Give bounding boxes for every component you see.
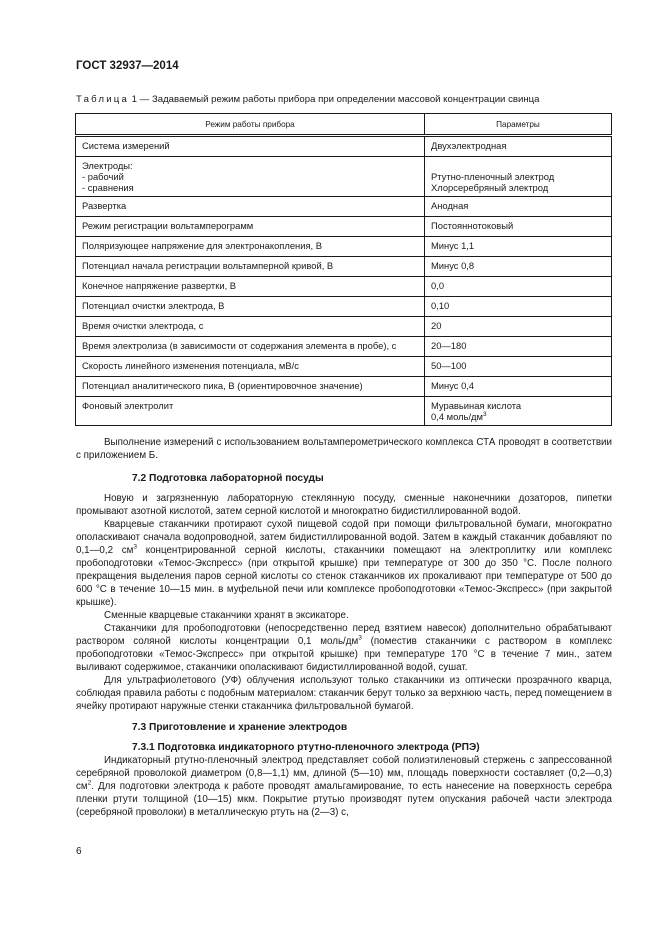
table-row xyxy=(76,257,612,277)
table-header-row xyxy=(76,114,612,136)
text: (поместив стаканчики с раствором в комплекс пробоподготовки «Темос-Экспресс» при открытой крышке) при температуре 170 °С в течение 7 мин., затем выливают содержимое, стаканчики ополаскивают бидистиллированной водой, сушат. xyxy=(76,636,613,673)
param-cell: 0,0 xyxy=(425,277,612,297)
mode-cell xyxy=(76,157,425,197)
table-caption-label: Таблица xyxy=(76,94,130,105)
param-unit: 0,4 моль/дм xyxy=(431,411,483,422)
paragraph xyxy=(76,622,612,674)
param-cell xyxy=(425,397,612,426)
superscript: 3 xyxy=(358,634,362,642)
text: концентрированной серной кислоты, стаканчики помещают на электроплитку или комплекс пробоподготовки «Темос-Экспресс» (при открытой крышке) при температуре от 300 до 350 °С. После полного прекращения выделения паров серной кислоты со стенок стаканчиков их прокаливают при температуре от 500 до 600 °С в течение 10—15 мин. в муфельной печи или комплексе пробоподготовки «Темос-Экспресс» (при закрытой крышке). xyxy=(76,545,612,608)
mode-cell: Режим регистрации вольтамперограмм xyxy=(76,217,425,237)
paragraph: Выполнение измерений с использованием вольтамперометрического комплекса СТА проводят в соответствии с приложением Б. xyxy=(76,437,612,461)
section-heading-7-3: 7.3 Приготовление и хранение электродов xyxy=(132,722,348,733)
section-heading-7-2: 7.2 Подготовка лабораторной посуды xyxy=(132,473,324,484)
param-line: Хлорсеребряный электрод xyxy=(431,182,549,193)
mode-cell: Развертка xyxy=(76,197,425,217)
mode-line: Электроды: xyxy=(82,160,133,171)
table-row xyxy=(76,237,612,257)
table-row xyxy=(76,297,612,317)
paragraph xyxy=(76,754,612,819)
paragraph: Новую и загрязненную лабораторную стеклянную посуду, сменные наконечники дозаторов, пипетки промывают азотной кислотой, затем серной кислотой и многократно бидистиллированной водой. xyxy=(76,493,612,517)
text: Индикаторный ртутно-пленочный электрод представляет собой полиэтиленовый стержень с запрессованной серебряной проволокой диаметром (0,8—1,1) мм, длиной (5—10) мм, площадь поверхности составляет (0,2—0,3) см xyxy=(76,755,612,792)
superscript: 3 xyxy=(133,543,137,551)
table-row xyxy=(76,136,612,157)
column-header-mode: Режим работы прибора xyxy=(76,114,425,136)
paragraph: Для ультрафиолетового (УФ) облучения используют только стаканчики из оптически прозрачного кварца, соблюдая правила работы с подобным материалом: стаканчик берут только за верхнюю часть, перед помещением в ячейку протирают наружные стенки стаканчика фильтровальной бумагой. xyxy=(76,675,612,712)
table-row xyxy=(76,357,612,377)
mode-cell: Система измерений xyxy=(76,136,425,157)
table-row xyxy=(76,157,612,197)
mode-cell: Время очистки электрода, с xyxy=(76,317,425,337)
param-cell: Минус 0,4 xyxy=(425,377,612,397)
table-row xyxy=(76,377,612,397)
param-cell: 20 xyxy=(425,317,612,337)
table-caption xyxy=(76,94,539,105)
paragraph xyxy=(76,518,612,609)
page-number: 6 xyxy=(76,846,82,857)
superscript: 2 xyxy=(87,779,92,787)
table-row xyxy=(76,337,612,357)
param-cell: Двухэлектродная xyxy=(425,136,612,157)
mode-cell: Потенциал аналитического пика, В (ориентировочное значение) xyxy=(76,377,425,397)
mode-cell: Потенциал начала регистрации вольтамперной кривой, В xyxy=(76,257,425,277)
body-text-block xyxy=(76,436,612,819)
table-caption-text: 1 — Задаваемый режим работы прибора при определении массовой концентрации свинца xyxy=(129,94,540,105)
table-row xyxy=(76,197,612,217)
param-line: Муравьиная кислота xyxy=(431,400,522,411)
table-row xyxy=(76,277,612,297)
mode-cell: Время электролиза (в зависимости от содержания элемента в пробе), с xyxy=(76,337,425,357)
param-cell xyxy=(425,157,612,197)
section-heading-7-3-1: 7.3.1 Подготовка индикаторного ртутно-пленочного электрода (РПЭ) xyxy=(132,742,480,753)
param-line xyxy=(431,160,605,171)
param-cell: 20—180 xyxy=(425,337,612,357)
table-row xyxy=(76,397,612,426)
param-cell: Минус 0,8 xyxy=(425,257,612,277)
text: Стаканчики для пробоподготовки (непосредственно перед взятием навесок) дополнительно обрабатывают раствором соляной кислоты концентрации 0,1 моль/дм xyxy=(76,623,612,647)
paragraph: Сменные кварцевые стаканчики хранят в эксикаторе. xyxy=(104,610,349,621)
mode-cell: Поляризующее напряжение для электронакопления, В xyxy=(76,237,425,257)
mode-cell: Фоновый электролит xyxy=(76,397,425,426)
param-line: Ртутно-пленочный электрод xyxy=(431,171,555,182)
mode-cell: Потенциал очистки электрода, В xyxy=(76,297,425,317)
superscript: 3 xyxy=(482,410,487,418)
table-row xyxy=(76,217,612,237)
mode-cell: Скорость линейного изменения потенциала, мВ/с xyxy=(76,357,425,377)
mode-cell: Конечное напряжение развертки, В xyxy=(76,277,425,297)
mode-line: - сравнения xyxy=(82,182,134,193)
table-row xyxy=(76,317,612,337)
param-cell: 50—100 xyxy=(425,357,612,377)
param-cell: 0,10 xyxy=(425,297,612,317)
operating-mode-table xyxy=(75,113,612,426)
text: Кварцевые стаканчики протирают сухой пищевой содой при помощи фильтровальной бумаги, многократно ополаскивают сначала водопроводной, затем бидистиллированной водой. Затем в каждый стаканчик добавляют по 0,1—0,2 см xyxy=(76,519,612,556)
param-cell: Постояннотоковый xyxy=(425,217,612,237)
mode-line: - рабочий xyxy=(82,171,124,182)
text: . Для подготовки электрода к работе проводят амальгамирование, то есть нанесение на поверхность серебра пленки ртути толщиной (10—15) мкм. Покрытие ртутью производят путем опускания рабочей части электрода (серебряной проволоки) в металлическую ртуть на (2—3) с, xyxy=(76,781,612,818)
document-code: ГОСТ 32937—2014 xyxy=(76,60,179,72)
param-cell: Минус 1,1 xyxy=(425,237,612,257)
param-cell: Анодная xyxy=(425,197,612,217)
column-header-params: Параметры xyxy=(425,114,612,136)
param-line xyxy=(431,411,605,422)
